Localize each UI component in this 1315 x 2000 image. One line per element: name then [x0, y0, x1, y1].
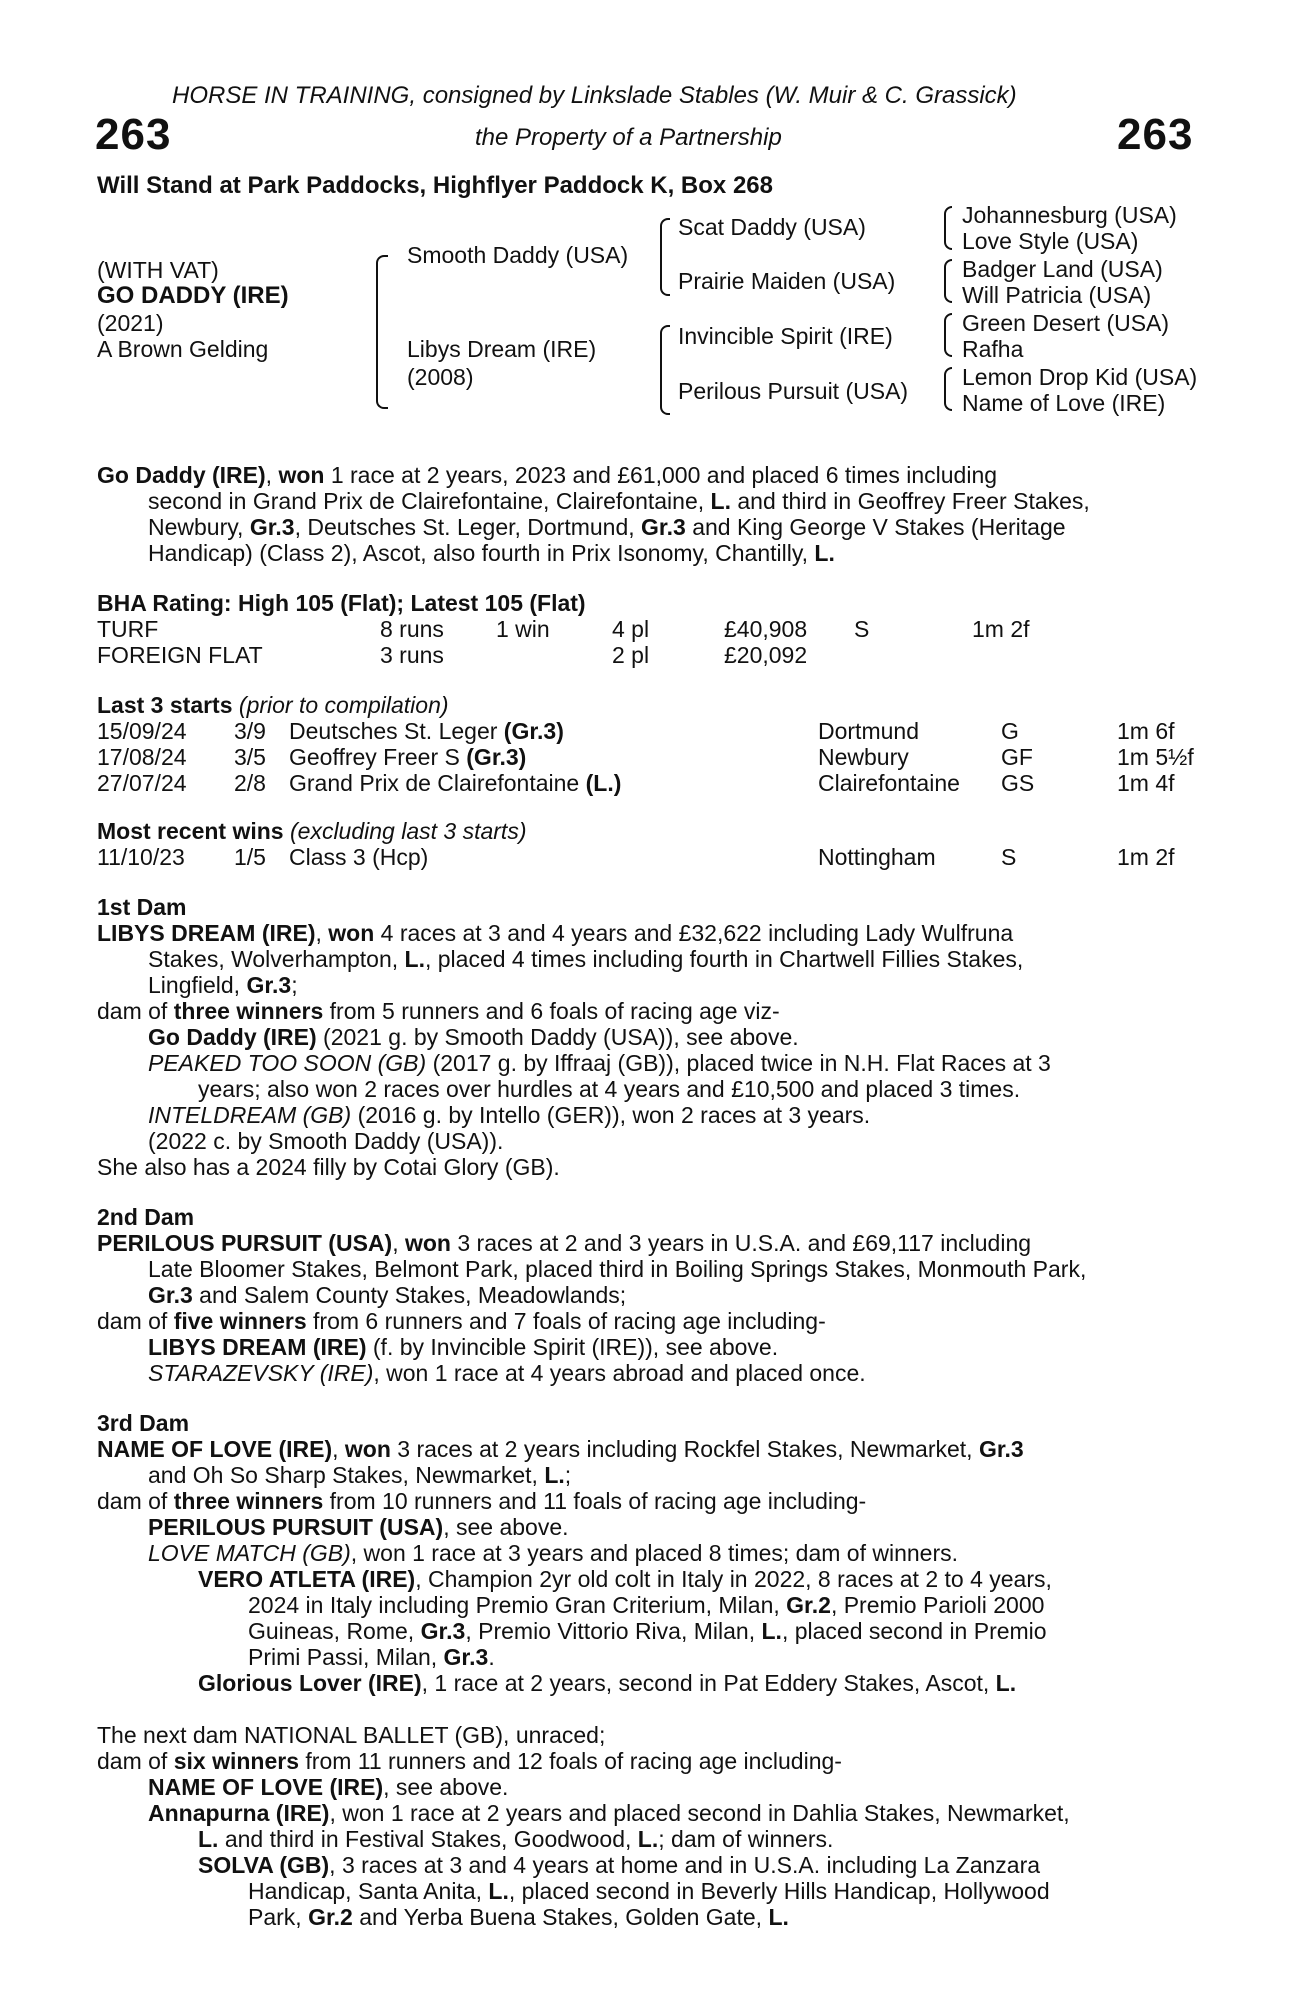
- horse-year: (2021): [97, 310, 164, 336]
- next-dam-line: NAME OF LOVE (IRE), see above.: [148, 1774, 509, 1800]
- grandsire-3: Badger Land (USA): [962, 256, 1163, 282]
- dam2-title: 2nd Dam: [97, 1204, 195, 1230]
- sire-sire: Scat Daddy (USA): [678, 214, 866, 240]
- rating-row-foreign: FOREIGN FLAT 3 runs 2 pl £20,092: [97, 642, 808, 668]
- next-dam-line: SOLVA (GB), 3 races at 3 and 4 years at home and in U.S.A. including La Zanzara: [198, 1852, 1041, 1878]
- dam3-line: dam of three winners from 10 runners and 11 foals of racing age including-: [97, 1488, 867, 1514]
- next-dam-line: dam of six winners from 11 runners and 12 foals of racing age including-: [97, 1748, 842, 1774]
- dam3-line: and Oh So Sharp Stakes, Newmarket, L.;: [148, 1462, 572, 1488]
- next-dam-line: Park, Gr.2 and Yerba Buena Stakes, Golden Gate, L.: [248, 1904, 789, 1930]
- pedigree-brace-g2: [944, 259, 952, 303]
- dam-name: Libys Dream (IRE): [407, 336, 597, 362]
- grandsire-7: Lemon Drop Kid (USA): [962, 364, 1198, 390]
- dam3-line: 2024 in Italy including Premio Gran Criterium, Milan, Gr.2, Premio Parioli 2000: [248, 1592, 1045, 1618]
- pedigree-brace-main: [376, 255, 388, 409]
- dam1-line: Lingfield, Gr.3;: [148, 972, 298, 998]
- horse-description: A Brown Gelding: [97, 336, 269, 362]
- dam2-line: PERILOUS PURSUIT (USA), won 3 races at 2 and 3 years in U.S.A. and £69,117 including: [97, 1230, 1032, 1256]
- dam1-line: PEAKED TOO SOON (GB) (2017 g. by Iffraaj (GB)), placed twice in N.H. Flat Races at 3: [148, 1050, 1051, 1076]
- pedigree-brace-g4: [944, 367, 952, 411]
- dam1-title: 1st Dam: [97, 894, 187, 920]
- summary-line-3: Newbury, Gr.3, Deutsches St. Leger, Dortmund, Gr.3 and King George V Stakes (Heritage: [148, 514, 1066, 540]
- pedigree-brace-sire: [660, 218, 670, 296]
- rating-row-turf: TURF 8 runs 1 win 4 pl £40,908 S 1m 2f: [97, 616, 1030, 642]
- consignor-line: HORSE IN TRAINING, consigned by Linkslade Stables (W. Muir & C. Grassick): [172, 82, 1017, 109]
- dam1-line: Go Daddy (IRE) (2021 g. by Smooth Daddy (USA)), see above.: [148, 1024, 799, 1050]
- dam3-line: Guineas, Rome, Gr.3, Premio Vittorio Riva, Milan, L., placed second in Premio: [248, 1618, 1047, 1644]
- dam-sire: Invincible Spirit (IRE): [678, 323, 893, 349]
- dam2-line: Gr.3 and Salem County Stakes, Meadowlands;: [148, 1282, 627, 1308]
- next-dam-line: The next dam NATIONAL BALLET (GB), unraced;: [97, 1722, 606, 1748]
- lot-number-left: 263: [95, 110, 172, 159]
- start-row: 17/08/24 3/5 Geoffrey Freer S (Gr.3) Newbury GF 1m 5½f: [97, 744, 1194, 770]
- dam3-line: VERO ATLETA (IRE), Champion 2yr old colt in Italy in 2022, 8 races at 2 to 4 years,: [198, 1566, 1052, 1592]
- dam3-title: 3rd Dam: [97, 1410, 190, 1436]
- dam2-line: STARAZEVSKY (IRE), won 1 race at 4 years abroad and placed once.: [148, 1360, 866, 1386]
- summary-line-2: second in Grand Prix de Clairefontaine, Clairefontaine, L. and third in Geoffrey Freer Stakes,: [148, 488, 1090, 514]
- dam1-line: LIBYS DREAM (IRE), won 4 races at 3 and 4 years and £32,622 including Lady Wulfruna: [97, 920, 1014, 946]
- pedigree-brace-g1: [944, 206, 952, 250]
- pedigree-brace-dam: [660, 325, 670, 415]
- grandsire-8: Name of Love (IRE): [962, 390, 1166, 416]
- dam3-line: PERILOUS PURSUIT (USA), see above.: [148, 1514, 569, 1540]
- vat-note: (WITH VAT): [97, 257, 219, 283]
- next-dam-line: Annapurna (IRE), won 1 race at 2 years and placed second in Dahlia Stakes, Newmarket,: [148, 1800, 1070, 1826]
- dam3-line: NAME OF LOVE (IRE), won 3 races at 2 years including Rockfel Stakes, Newmarket, Gr.3: [97, 1436, 1024, 1462]
- dam3-line: LOVE MATCH (GB), won 1 race at 3 years and placed 8 times; dam of winners.: [148, 1540, 959, 1566]
- dam1-line: years; also won 2 races over hurdles at 4 years and £10,500 and placed 3 times.: [198, 1076, 1021, 1102]
- grandsire-6: Rafha: [962, 336, 1024, 362]
- next-dam-line: Handicap, Santa Anita, L., placed second in Beverly Hills Handicap, Hollywood: [248, 1878, 1050, 1904]
- horse-name: GO DADDY (IRE): [97, 282, 289, 309]
- start-row: 27/07/24 2/8 Grand Prix de Clairefontaine (L.) Clairefontaine GS 1m 4f: [97, 770, 1175, 796]
- dam3-line: Primi Passi, Milan, Gr.3.: [248, 1644, 495, 1670]
- dam2-line: LIBYS DREAM (IRE) (f. by Invincible Spirit (IRE)), see above.: [148, 1334, 779, 1360]
- grandsire-1: Johannesburg (USA): [962, 202, 1177, 228]
- grandsire-2: Love Style (USA): [962, 228, 1139, 254]
- last-starts-title: Last 3 starts (prior to compilation): [97, 692, 449, 718]
- dam1-line: She also has a 2024 filly by Cotai Glory (GB).: [97, 1154, 560, 1180]
- sire-dam: Prairie Maiden (USA): [678, 268, 896, 294]
- recent-wins-title: Most recent wins (excluding last 3 starts): [97, 818, 527, 844]
- next-dam-line: L. and third in Festival Stakes, Goodwood, L.; dam of winners.: [198, 1826, 834, 1852]
- property-line: the Property of a Partnership: [475, 124, 782, 151]
- grandsire-5: Green Desert (USA): [962, 310, 1170, 336]
- dam2-line: dam of five winners from 6 runners and 7 foals of racing age including-: [97, 1308, 826, 1334]
- sire-name: Smooth Daddy (USA): [407, 242, 629, 268]
- dam1-line: Stakes, Wolverhampton, L., placed 4 times including fourth in Chartwell Fillies Stakes,: [148, 946, 1024, 972]
- pedigree-brace-g3: [944, 313, 952, 357]
- dam1-line: dam of three winners from 5 runners and 6 foals of racing age viz-: [97, 998, 780, 1024]
- dam3-line: Glorious Lover (IRE), 1 race at 2 years, second in Pat Eddery Stakes, Ascot, L.: [198, 1670, 1017, 1696]
- grandsire-4: Will Patricia (USA): [962, 282, 1152, 308]
- dam1-line: (2022 c. by Smooth Daddy (USA)).: [148, 1128, 504, 1154]
- summary-line-4: Handicap) (Class 2), Ascot, also fourth in Prix Isonomy, Chantilly, L.: [148, 540, 835, 566]
- dam1-line: INTELDREAM (GB) (2016 g. by Intello (GER)), won 2 races at 3 years.: [148, 1102, 871, 1128]
- dam2-line: Late Bloomer Stakes, Belmont Park, placed third in Boiling Springs Stakes, Monmouth Park,: [148, 1256, 1087, 1282]
- lot-number-right: 263: [1117, 110, 1194, 159]
- summary-line-1: Go Daddy (IRE), won 1 race at 2 years, 2023 and £61,000 and placed 6 times including: [97, 462, 998, 488]
- start-row: 15/09/24 3/9 Deutsches St. Leger (Gr.3) Dortmund G 1m 6f: [97, 718, 1175, 744]
- dam-year: (2008): [407, 364, 474, 390]
- dam-dam: Perilous Pursuit (USA): [678, 378, 909, 404]
- win-row: 11/10/23 1/5 Class 3 (Hcp) Nottingham S 1m 2f: [97, 844, 1175, 870]
- rating-title: BHA Rating: High 105 (Flat); Latest 105 (Flat): [97, 590, 586, 616]
- location-line: Will Stand at Park Paddocks, Highflyer Paddock K, Box 268: [97, 172, 773, 199]
